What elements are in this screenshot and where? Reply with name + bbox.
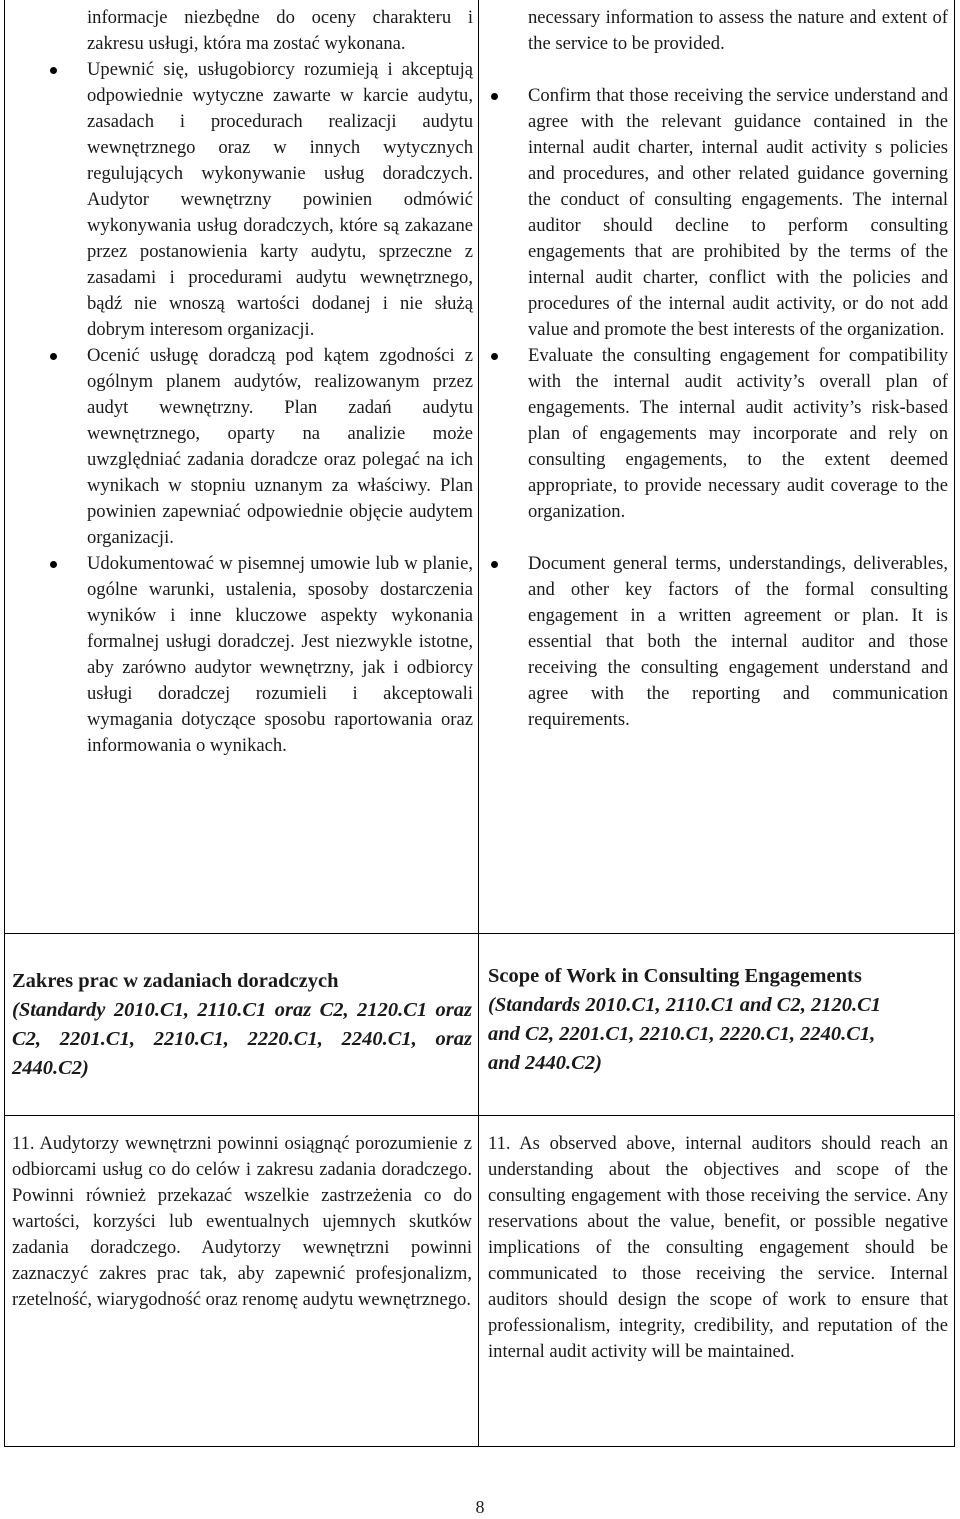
list-item-text: Confirm that those receiving the service understand and agree with the relevant guidance contained in the internal audit charter, internal audit activity s policies and procedures, and other related guidance governing the conduct of consulting engagements. The internal auditor should decline to perform consulting engagements that are prohibited by the terms of the internal audit charter, conflict with the policies and procedures of the internal audit activity, or do not add value and promote the best interests of the organization. bbox=[528, 85, 948, 340]
list-item-text: Evaluate the consulting engagement for compatibility with the internal audit activity’s overall plan of engagements. The internal audit activity’s risk-based plan of engagements may incorporate and rely on consulting engagements, to the extent deemed appropriate, to provide necessary audit coverage to the organization. bbox=[528, 345, 948, 522]
left-heading bbox=[12, 967, 472, 1083]
row-divider-2 bbox=[4, 1115, 955, 1116]
list-item bbox=[87, 57, 473, 343]
right-bullet-list bbox=[528, 83, 948, 733]
bullet-icon bbox=[50, 67, 57, 74]
list-item bbox=[528, 343, 948, 525]
list-item-text: Document general terms, understandings, deliverables, and other key factors of the formal consulting engagement in a written agreement or plan. It is essential that both the internal auditor and those receiving the consulting engagement understand and agree with the reporting and communication requirements. bbox=[528, 553, 948, 730]
page-number: 8 bbox=[475, 1497, 485, 1517]
right-intro: necessary information to assess the nature and extent of the service to be provided. bbox=[528, 7, 948, 54]
bullet-icon bbox=[50, 353, 57, 360]
left-paragraph: 11. Audytorzy wewnętrzni powinni osiągnąć porozumienie z odbiorcami usług co do celów i zakresu zadania doradczego. Powinni również przekazać wszelkie zastrzeżenia co do wartości, korzyści lub ewentualnych ujemnych skutków zadania doradczego. Audytorzy wewnętrzni powinni zaznaczyć zakres prac tak, aby zapewnić profesjonalizm, rzetelność, wiarygodność oraz renomę audytu wewnętrznego. bbox=[12, 1133, 472, 1310]
right-bottom-cell bbox=[488, 1131, 948, 1365]
list-item-text: Ocenić usługę doradczą pod kątem zgodności z ogólnym planem audytów, realizowanym przez audyt wewnętrzny. Plan zadań audytu wewnętrznego, oparty na analizie może uwzględniać zadania doradcze oraz polegać na ich wynikach w stopniu uznanym za właściwy. Plan powinien zapewniać odpowiednie objęcie audytem organizacji. bbox=[87, 345, 473, 548]
left-heading-standards: (Standardy 2010.C1, 2110.C1 oraz C2, 2120.C1 oraz C2, 2201.C1, 2210.C1, 2220.C1, 2240.C1, oraz 2440.C2) bbox=[12, 999, 472, 1079]
bullet-icon bbox=[491, 353, 498, 360]
left-heading-title: Zakres prac w zadaniach doradczych bbox=[12, 970, 339, 992]
left-bullet-list bbox=[87, 57, 473, 759]
left-bottom-cell bbox=[12, 1131, 472, 1313]
right-paragraph: 11. As observed above, internal auditors should reach an understanding about the objectives and scope of the consulting engagement with those receiving the service. Any reservations about the value, benefit, or possible negative implications of the consulting engagement should be communicated to those receiving the service. Internal auditors should design the scope of work to ensure that professionalism, integrity, credibility, and reputation of the internal audit activity will be maintained. bbox=[488, 1133, 948, 1362]
right-heading-standards: (Standards 2010.C1, 2110.C1 and C2, 2120.C1 and C2, 2201.C1, 2210.C1, 2220.C1, 2240.C1, and 2440.C2) bbox=[488, 994, 881, 1074]
right-heading bbox=[488, 962, 948, 1078]
left-intro: informacje niezbędne do oceny charakteru i zakresu usługi, która ma zostać wykonana. bbox=[87, 7, 473, 54]
right-top-cell bbox=[528, 5, 948, 733]
list-item bbox=[528, 83, 948, 343]
bullet-icon bbox=[491, 561, 498, 568]
list-item-text: Upewnić się, usługobiorcy rozumieją i akceptują odpowiednie wytyczne zawarte w karcie audytu, zasadach i procedurach realizacji audytu wewnętrznego oraz w innych wytycznych regulujących wykonywanie usług doradczych. Audytor wewnętrzny powinien odmówić wykonywania usług doradczych, które są zakazane przez postanowienia karty audytu, sprzeczne z zasadami i procedurami audytu wewnętrznego, bądź nie wnoszą wartości dodanej i nie służą dobrym interesom organizacji. bbox=[87, 59, 473, 340]
bullet-icon bbox=[491, 93, 498, 100]
list-item bbox=[87, 343, 473, 551]
list-item-text: Udokumentować w pisemnej umowie lub w planie, ogólne warunki, ustalenia, sposoby dostarczenia wyników i inne kluczowe aspekty wykonania formalnej usługi doradczej. Jest niezwykle istotne, aby zarówno audytor wewnętrzny, jak i odbiorcy usługi doradczej rozumieli i akceptowali wymagania dotyczące sposobu raportowania oraz informowania o wynikach. bbox=[87, 553, 473, 756]
right-heading-title: Scope of Work in Consulting Engagements bbox=[488, 965, 862, 987]
left-top-cell bbox=[87, 5, 473, 759]
row-divider-1 bbox=[4, 933, 955, 934]
list-item bbox=[87, 551, 473, 759]
bullet-icon bbox=[50, 561, 57, 568]
list-item bbox=[528, 551, 948, 733]
column-divider bbox=[478, 0, 479, 1447]
